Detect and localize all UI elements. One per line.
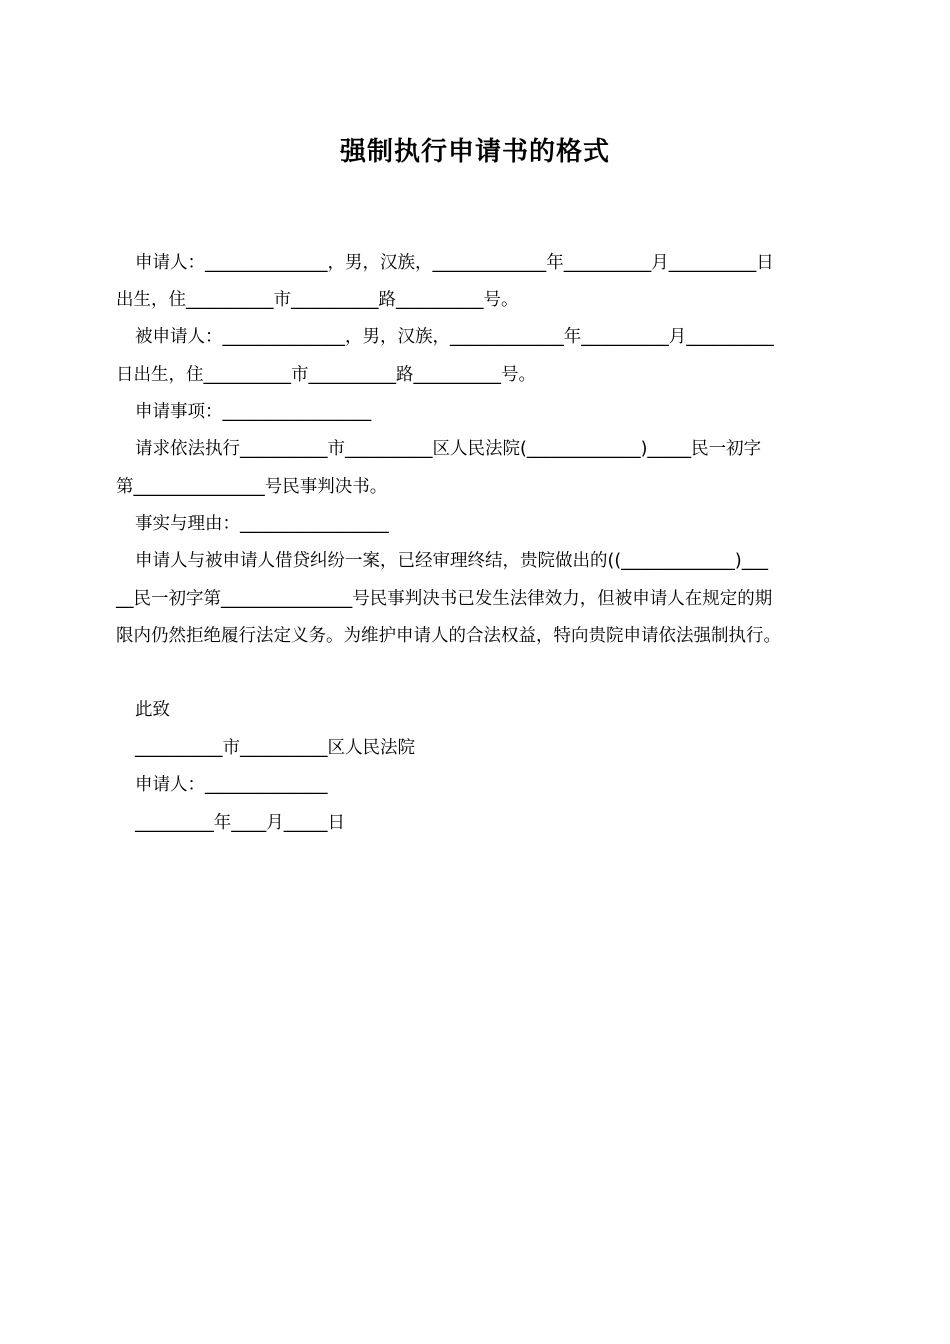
facts-paragraph-line-2: __民一初字第_______________号民事判决书已发生法律效力，但被申请人在规定的期 [116,589,773,609]
facts-paragraph-line-1: 申请人与被申请人借贷纠纷一案，已经审理终结，贵院做出的((_____________)___ [135,551,768,571]
salutation: 此致 [135,700,170,720]
signature-applicant-line: 申请人：______________ [135,775,328,795]
facts-paragraph-line-3: 限内仍然拒绝履行法定义务。为维护申请人的合法权益，特向贵院申请依法强制执行。 [116,626,781,646]
document-title: 强制执行申请书的格式 [339,137,610,167]
request-line: 请求依法执行__________市__________区人民法院(_____________)_____民一初字 [135,439,762,459]
respondent-address-line: 日出生，住__________市__________路__________号。 [116,365,536,385]
court-line: __________市__________区人民法院 [135,738,415,758]
request-matter-line: 申请事项：_________________ [135,402,372,422]
date-line: _________年____月_____日 [135,813,345,833]
applicant-line: 申请人：______________，男，汉族，_____________年__________月__________日 [135,253,774,273]
request-continuation-line: 第_______________号民事判决书。 [116,477,388,497]
facts-reasons-line: 事实与理由：_________________ [135,514,389,534]
applicant-address-line: 出生，住__________市__________路__________号。 [116,290,519,310]
respondent-line: 被申请人：______________，男，汉族，_____________年__________月__________ [135,327,774,347]
